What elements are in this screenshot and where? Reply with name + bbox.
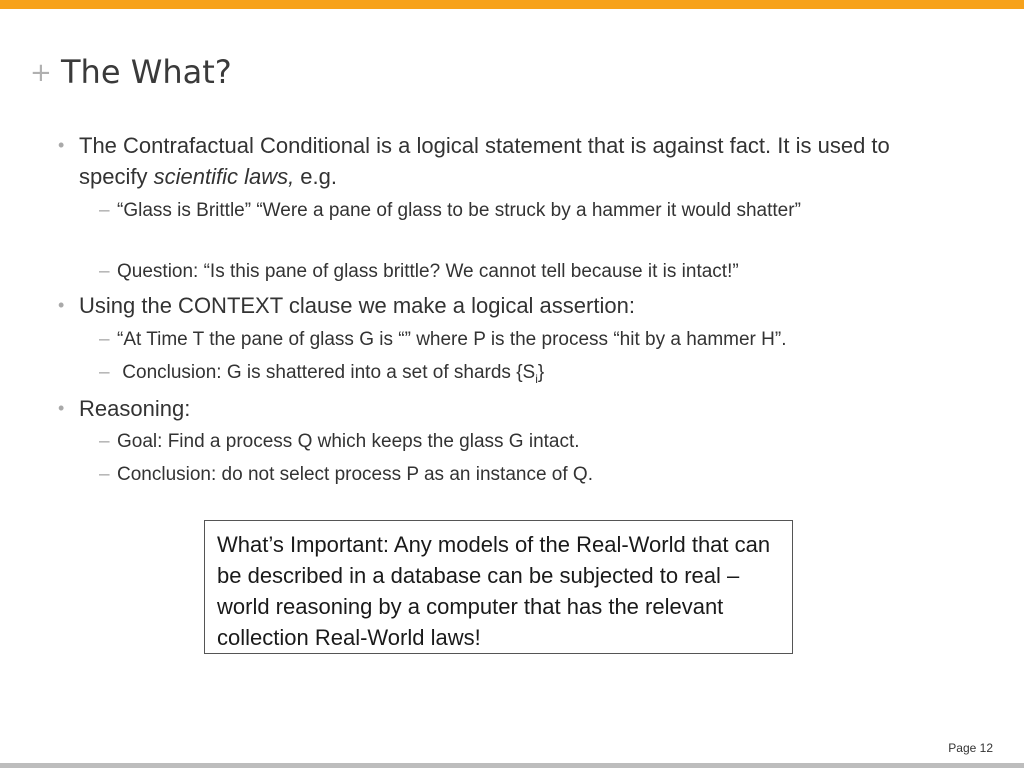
bullet-text: Using the CONTEXT clause we make a logical assertion: bbox=[79, 293, 635, 318]
dash-icon: – bbox=[99, 362, 110, 383]
subbullet-goal bbox=[99, 428, 897, 455]
top-accent-bar bbox=[0, 0, 1024, 9]
subbullet-text: “At Time T the pane of glass G is “” where P is the process “hit by a hammer H”. bbox=[117, 329, 787, 350]
bullet-text: Reasoning: bbox=[79, 396, 191, 421]
subbullet-conclusion-shattered bbox=[99, 359, 897, 393]
bullet-reasoning bbox=[58, 393, 949, 424]
closing-brace: } bbox=[537, 362, 545, 383]
subbullet-glass-brittle bbox=[99, 197, 877, 224]
dash-icon: – bbox=[99, 329, 110, 350]
subbullet-text: Conclusion: do not select process P as an instance of Q. bbox=[117, 464, 593, 485]
subbullet-question bbox=[99, 258, 897, 285]
subbullet-conclusion-select bbox=[99, 461, 897, 488]
callout-text: What’s Important: Any models of the Real-World that can be described in a database can be subjected to real –world reasoning by a computer that has the relevant collection Real-World laws! bbox=[217, 532, 771, 650]
bullet-context-clause bbox=[58, 290, 949, 321]
slide-title: The What? bbox=[61, 53, 232, 91]
bullet-dot-icon: • bbox=[58, 135, 65, 155]
bullet-dot-icon: • bbox=[58, 398, 65, 418]
bullet-emphasis: scientific laws, bbox=[153, 164, 295, 189]
bullet-contrafactual bbox=[58, 130, 949, 192]
subbullet-text: “Glass is Brittle” “Were a pane of glass to be struck by a hammer it would shatter” bbox=[117, 200, 801, 221]
subscript-i: i bbox=[535, 371, 538, 386]
important-callout-box bbox=[204, 520, 793, 654]
subbullet-text: Question: “Is this pane of glass brittle? We cannot tell because it is intact!” bbox=[117, 261, 739, 282]
bottom-accent-bar bbox=[0, 763, 1024, 768]
bullet-text: The Contrafactual Conditional is a logical statement that is against fact. It is used to specify bbox=[79, 133, 890, 189]
dash-icon: – bbox=[99, 261, 110, 282]
bullet-dot-icon: • bbox=[58, 295, 65, 315]
dash-icon: – bbox=[99, 464, 110, 485]
subbullet-at-time-t bbox=[99, 326, 897, 353]
page-number: Page 12 bbox=[948, 741, 993, 755]
dash-icon: – bbox=[99, 431, 110, 452]
bullet-text-end: e.g. bbox=[294, 164, 337, 189]
subbullet-text: Conclusion: G is shattered into a set of shards {S bbox=[117, 362, 536, 383]
subbullet-text: Goal: Find a process Q which keeps the glass G intact. bbox=[117, 431, 580, 452]
dash-icon: – bbox=[99, 200, 110, 221]
title-plus-icon: + bbox=[30, 58, 52, 88]
